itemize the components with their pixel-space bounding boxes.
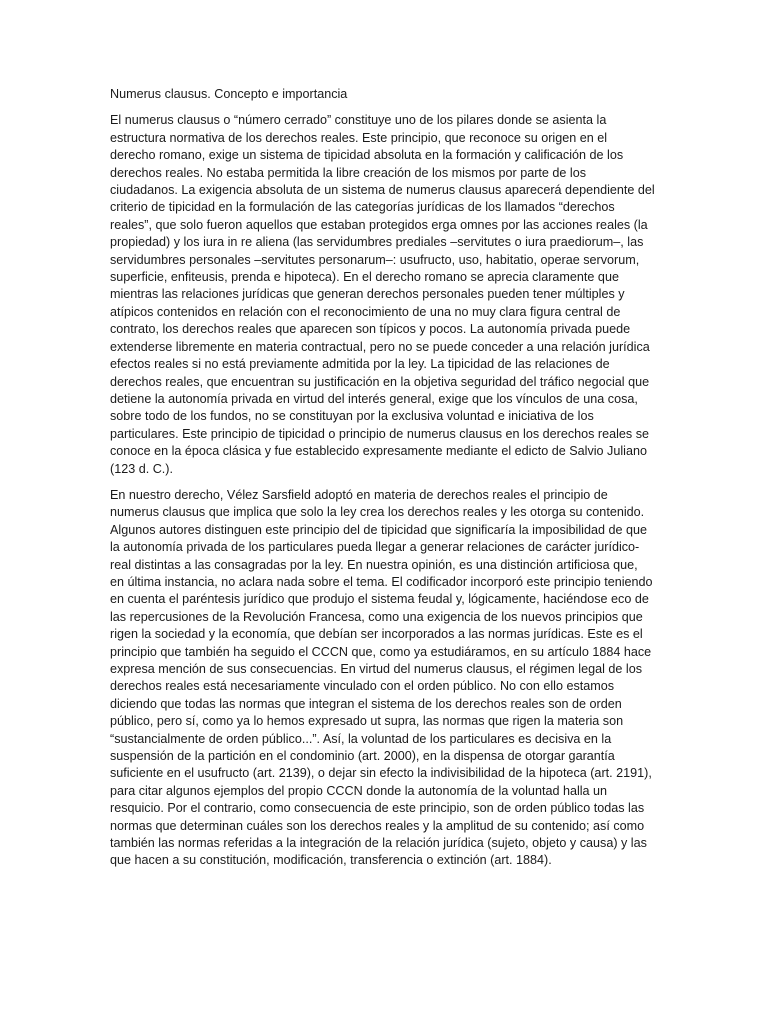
document-body xyxy=(110,86,655,879)
document-title: Numerus clausus. Concepto e importancia xyxy=(110,87,348,101)
paragraph-2: En nuestro derecho, Vélez Sarsfield adoptó en materia de derechos reales el principio de numerus clausus que implica que solo la ley crea los derechos reales y les otorga su contenido. Algunos autores distinguen este principio del de tipicidad que significaría la imposibilidad de que la autonomía privada de los particulares pueda llegar a generar relaciones de carácter jurídico-real distintas a las consagradas por la ley. En nuestra opinión, es una distinción artificiosa que, en última instancia, no aclara nada sobre el tema. El codificador incorporó este principio teniendo en cuenta el paréntesis jurídico que produjo el sistema feudal y, lógicamente, haciéndose eco de las repercusiones de la Revolución Francesa, como una exigencia de los nuevos principios que rigen la sociedad y la economía, que debían ser incorporados a las normas jurídicas. Este es el principio que también ha seguido el CCCN que, como ya estudiáramos, en su artículo 1884 hace expresa mención de sus consecuencias. En virtud del numerus clausus, el régimen legal de los derechos reales está necesariamente vinculado con el orden público. No con ello estamos diciendo que todas las normas que integran el sistema de los derechos reales son de orden público, pero sí, como ya lo hemos expresado ut supra, las normas que rigen la materia son “sustancialmente de orden público...”. Así, la voluntad de los particulares es decisiva en la suspensión de la partición en el condominio (art. 2000), en la dispensa de otorgar garantía suficiente en el usufructo (art. 2139), o dejar sin efecto la indivisibilidad de la hipoteca (art. 2191), para citar algunos ejemplos del propio CCCN donde la autonomía de la voluntad halla un resquicio. Por el contrario, como consecuencia de este principio, son de orden público todas las normas que determinan cuáles son los derechos reales y la amplitud de su contenido; así como también las normas referidas a la integración de la relación jurídica (sujeto, objeto y causa) y las que hacen a su constitución, modificación, transferencia o extinción (art. 1884). xyxy=(110,487,653,868)
paragraph-1: El numerus clausus o “número cerrado” constituye uno de los pilares donde se asienta la estructura normativa de los derechos reales. Este principio, que reconoce su origen en el derecho romano, exige un sistema de tipicidad absoluta en la formación y calificación de los derechos reales. No estaba permitida la libre creación de los mismos por parte de los ciudadanos. La exigencia absoluta de un sistema de numerus clausus aparecerá dependiente del criterio de tipicidad en la formulación de las categorías jurídicas de los llamados “derechos reales”, que solo fueron aquellos que estaban protegidos erga omnes por las acciones reales (la propiedad) y los iura in re aliena (las servidumbres prediales –servitutes o iura praediorum–, las servidumbres personales –servitutes personarum–: usufructo, uso, habitatio, operae servorum, superficie, enfiteusis, prenda e hipoteca). En el derecho romano se aprecia claramente que mientras las relaciones jurídicas que generan derechos personales pueden tener múltiples y atípicos contenidos en relación con el reconocimiento de una no muy clara figura central de contrato, los derechos reales que aparecen son típicos y pocos. La autonomía privada puede extenderse libremente en materia contractual, pero no se puede conceder a una relación jurídica efectos reales si no está previamente admitida por la ley. La tipicidad de las relaciones de derechos reales, que encuentran su justificación en la objetiva seguridad del tráfico negocial que detiene la autonomía privada en virtud del interés general, exige que los vínculos de una cosa, sobre todo de los fundos, no se constituyan por la exclusiva voluntad e iniciativa de los particulares. Este principio de tipicidad o principio de numerus clausus en los derechos reales se conoce en la época clásica y fue establecido expresamente mediante el edicto de Salvio Juliano (123 d. C.). xyxy=(110,113,655,476)
